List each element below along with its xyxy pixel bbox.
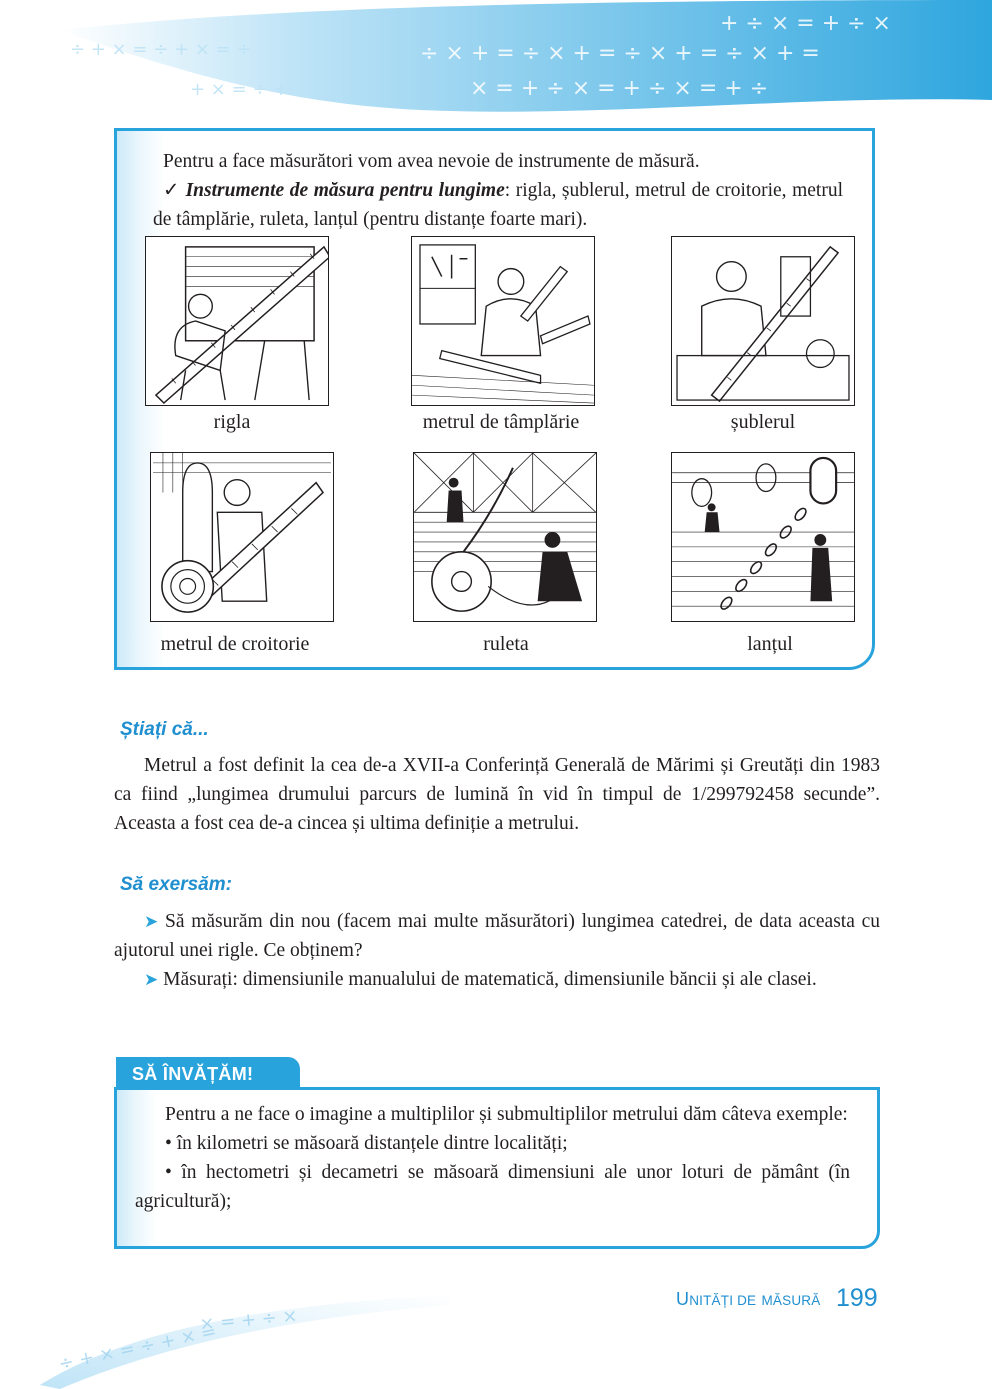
caption-lantul: lanțul <box>747 633 793 655</box>
svg-text:+ × = ÷ + ×: + × = ÷ + × <box>190 79 310 100</box>
caliper-icon <box>671 236 855 406</box>
exersam-item: ➤ Măsurați: dimensiunile manualului de matematică, dimensiunile băncii și ale clasei. <box>144 969 817 990</box>
math-symbols-banner <box>0 0 992 118</box>
svg-text:+ ÷ × = + ÷ ×: + ÷ × = + ÷ × <box>720 11 891 36</box>
chapter-title: UNITĂȚI DE MĂSURĂ <box>676 1289 821 1309</box>
svg-text:÷ + × = ÷ + × =: ÷ + × = ÷ + × = <box>56 1320 219 1375</box>
stiati-paragraph <box>114 751 880 838</box>
caption-metrul-tamplarie: metrul de tâmplărie <box>422 411 580 433</box>
tape-measure-icon <box>413 452 597 622</box>
learn-tab: SĂ ÎNVĂȚĂM! <box>116 1057 300 1089</box>
learn-item: • în kilometri se măsoară distanțele dintre localități; <box>165 1133 568 1154</box>
stiati-heading: Știați că... <box>120 719 209 740</box>
svg-text:÷ × + = ÷ × + = ÷ × + = ÷ × +: ÷ × + = ÷ × + = ÷ × + = ÷ × + = <box>420 41 820 66</box>
intro-text <box>153 147 843 234</box>
learn-text <box>135 1100 850 1216</box>
learn-item: • în hectometri și decametri se măsoară dimensiuni ale unor loturi de pământ (în agricultură); <box>135 1162 850 1212</box>
svg-text:× = + ÷ × = + ÷ × = + ÷: × = + ÷ × = + ÷ × = + ÷ <box>470 76 769 101</box>
learn-box <box>114 1087 880 1249</box>
exersam-heading: Să exersăm: <box>120 874 232 895</box>
svg-text:÷ + × = ÷ + × = ÷: ÷ + × = ÷ + × = ÷ <box>70 39 252 60</box>
learn-intro: Pentru a ne face o imagine a multiplilor și submultiplilor metrului dăm câteva exemple: <box>165 1104 848 1125</box>
intro-line: Pentru a face măsurători vom avea nevoie de instrumente de măsură. <box>163 151 700 172</box>
arrow-bullet-icon: ➤ <box>144 970 159 989</box>
ruler-drafting-icon <box>145 236 329 406</box>
instruments-list <box>153 176 843 234</box>
math-symbols-footer <box>0 1275 520 1389</box>
stiati-text: Metrul a fost definit la cea de-a XVII-a Conferință Generală de Mărimi și Greutăți din 1983 ca fiind „lungimea drumului parcurs de lumină în vid în timpul de 1/299792458 secunde”. Aceasta a fost cea de-a cincea și ultima definiție a metrului. <box>114 755 880 834</box>
check-icon: ✓ <box>163 180 181 201</box>
folding-ruler-icon <box>411 236 595 406</box>
instruments-label: Instrumente de măsura pentru lungime <box>185 180 505 201</box>
caption-metrul-croitorie: metrul de croitorie <box>160 633 310 655</box>
caption-sublerul: șublerul <box>730 411 796 433</box>
exersam-item: ➤ Să măsurăm din nou (facem mai multe măsurători) lungimea catedrei, de data aceasta cu ajutorul unei rigle. Ce obținem? <box>114 911 880 961</box>
page-number: 199 <box>836 1284 878 1312</box>
surveyor-chain-icon <box>671 452 855 622</box>
caption-ruleta: ruleta <box>483 633 529 655</box>
caption-rigla: rigla <box>213 411 251 433</box>
arrow-bullet-icon: ➤ <box>144 912 159 931</box>
svg-text:× = + ÷ ×: × = + ÷ × <box>198 1305 299 1335</box>
instruments-items: : rigla, șublerul, metrul de croitorie, metrul de tâmplărie, ruleta, lanțul (pentru distanțe foarte mari). <box>153 180 843 230</box>
tailor-tape-icon <box>150 452 334 622</box>
exersam-list <box>114 907 880 994</box>
